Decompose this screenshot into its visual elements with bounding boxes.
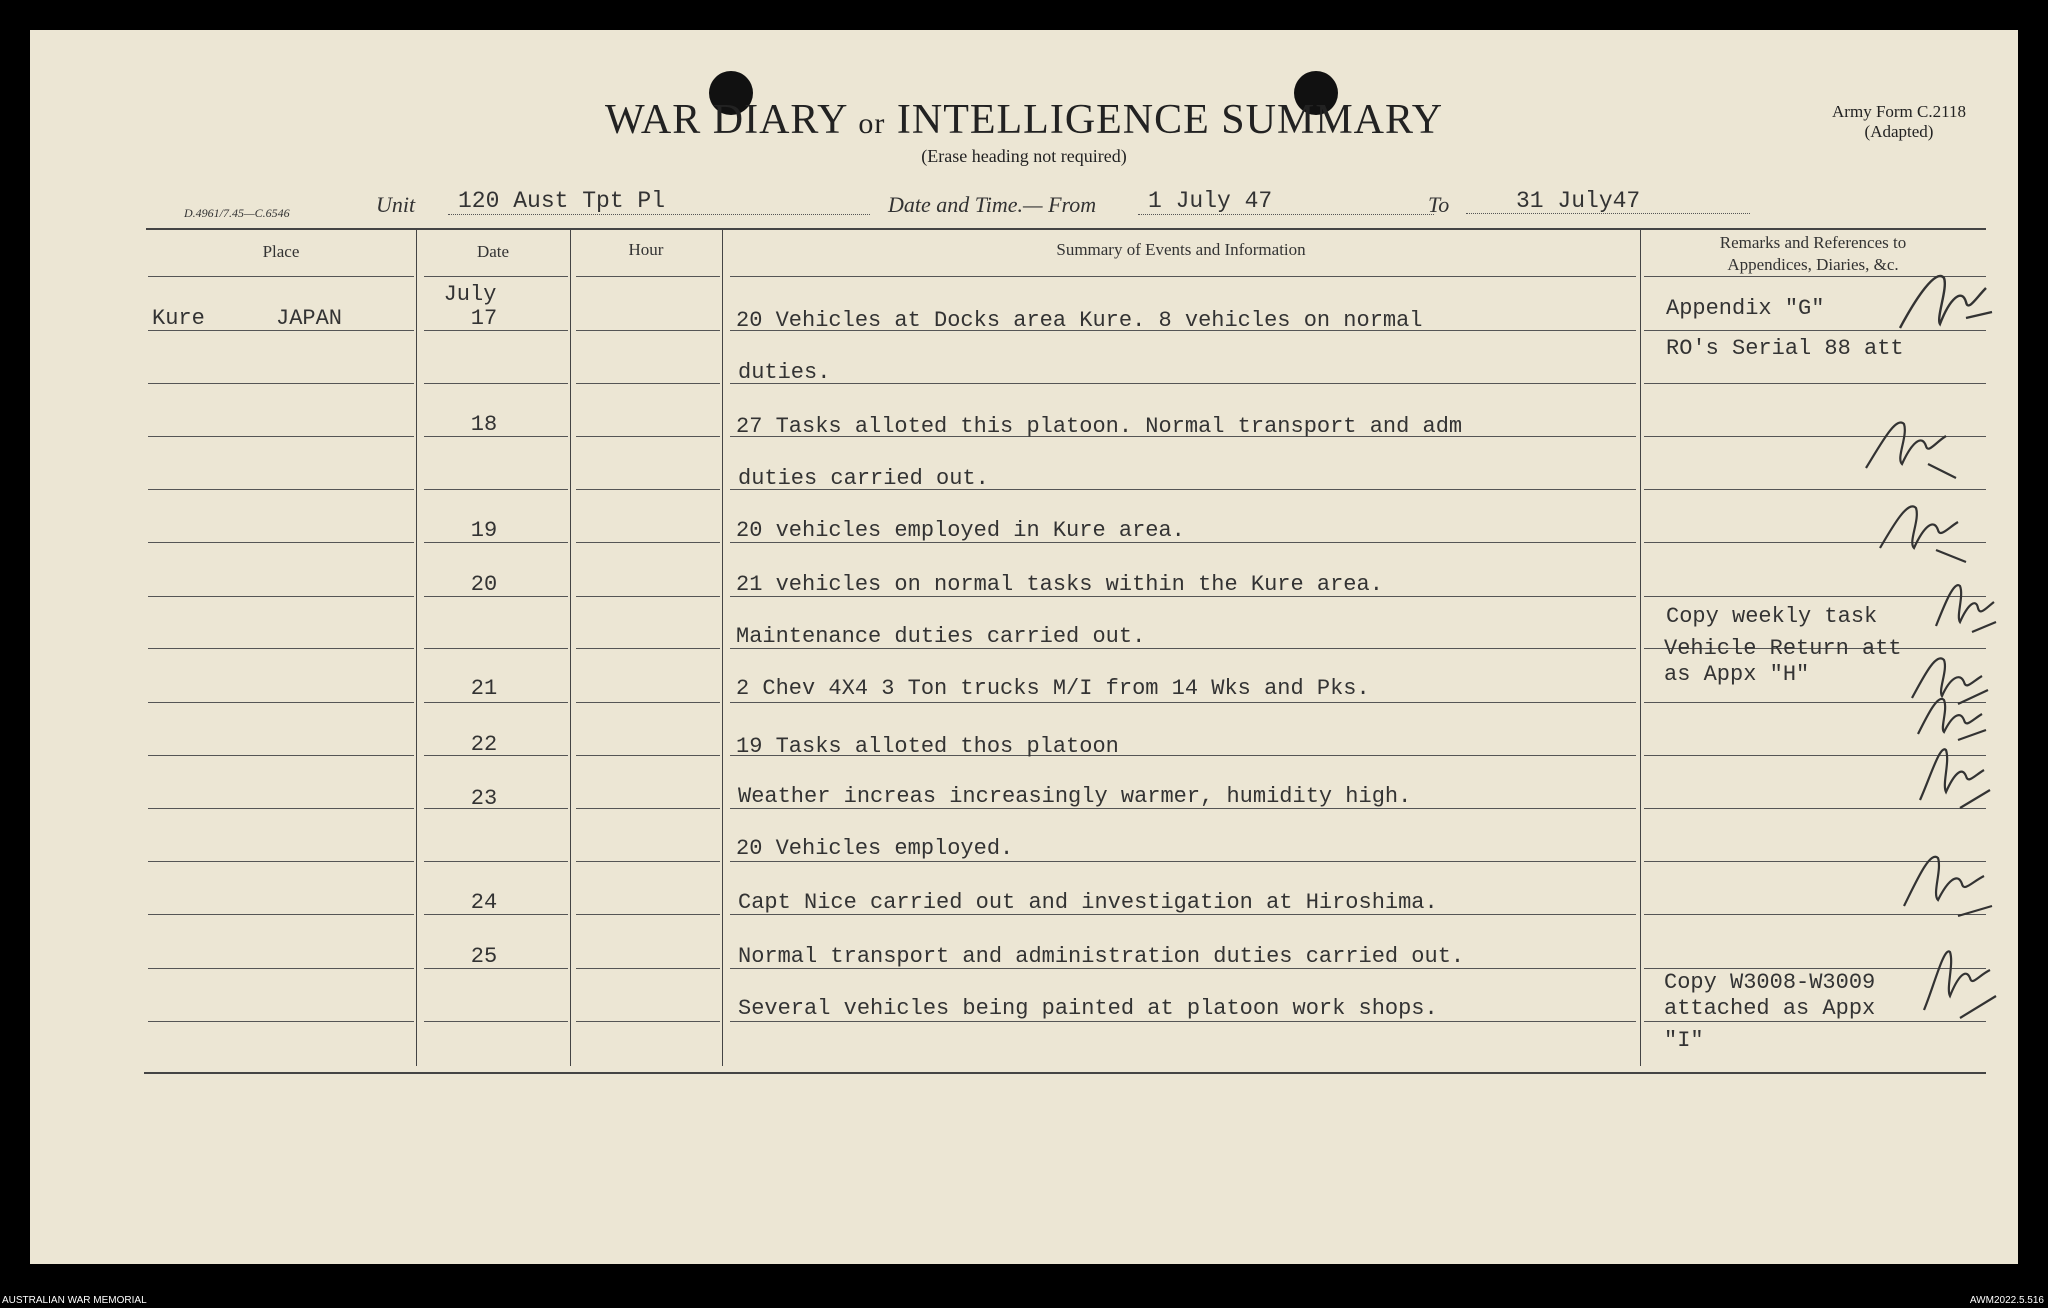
summary-line: 2 Chev 4X4 3 Ton trucks M/I from 14 Wks and Pks. [736,676,1370,701]
date-entry: 23 [470,786,498,811]
row-rule [148,276,414,277]
signature-initials [1920,926,2000,1026]
row-rule [424,489,568,490]
summary-line: duties carried out. [738,466,989,491]
to-label: To [1428,192,1450,217]
row-rule [576,702,720,703]
row-rule [148,755,414,756]
row-rule [730,861,1636,862]
summary-line: 20 Vehicles employed. [736,836,1014,861]
from-value: 1 July 47 [1138,188,1434,215]
row-rule [148,914,414,915]
remark-line: attached as Appx [1664,996,1876,1021]
summary-line: Weather increas increasingly warmer, humidity high. [738,784,1412,809]
signature-initials [1862,402,1962,482]
subtitle: (Erase heading not required) [921,146,1127,166]
summary-line: 21 vehicles on normal tasks within the Kure area. [736,572,1383,597]
summary-line: 20 vehicles employed in Kure area. [736,518,1185,543]
row-rule [148,702,414,703]
row-rule [148,489,414,490]
date-entry: 22 [470,732,498,757]
row-rule [424,648,568,649]
col-header-hour: Hour [628,240,664,259]
row-rule [148,542,414,543]
row-rule [424,383,568,384]
summary-line: Capt Nice carried out and investigation at Hiroshima. [738,890,1438,915]
table-top-rule [146,228,1986,230]
unit-label: Unit [376,192,416,217]
footer-archive: AUSTRALIAN WAR MEMORIAL [2,1295,147,1306]
col-header-summary: Summary of Events and Information [1056,240,1306,259]
remark-line: as Appx "H" [1664,662,1810,687]
form-adapted: (Adapted) [1864,122,1934,141]
print-reference: D.4961/7.45—C.6546 [184,206,290,220]
row-rule [576,436,720,437]
row-rule [576,276,720,277]
row-rule [730,383,1636,384]
date-entry: 20 [470,572,498,597]
col-header-place: Place [262,242,300,261]
remark-line: Copy W3008-W3009 [1664,970,1876,995]
row-rule [148,436,414,437]
row-rule [148,1021,414,1022]
date-entry: 24 [470,890,498,915]
signature-initials [1914,730,1994,820]
unit-value: 120 Aust Tpt Pl [448,188,870,215]
footer-accession: AWM2022.5.516 [1969,1295,2044,1306]
date-entry: 18 [470,412,498,437]
row-rule [576,648,720,649]
signature-initials [1876,488,1976,568]
row-rule [424,861,568,862]
row-rule [576,755,720,756]
row-rule [576,968,720,969]
summary-line: Normal transport and administration duties carried out. [738,944,1465,969]
place-country: JAPAN [276,306,343,331]
row-rule [576,330,720,331]
remark-line: Appendix "G" [1666,296,1825,321]
summary-line: duties. [738,360,831,385]
row-rule [148,861,414,862]
summary-line: 19 Tasks alloted thos platoon [736,734,1119,759]
date-entry: 21 [470,676,498,701]
summary-line: 27 Tasks alloted this platoon. Normal transport and adm [736,414,1463,439]
remark-line: RO's Serial 88 att [1666,336,1904,361]
row-rule [424,276,568,277]
signature-initials [1896,258,1996,338]
summary-line: 20 Vehicles at Docks area Kure. 8 vehicles on normal [736,308,1423,333]
row-rule [1644,383,1986,384]
row-rule [148,968,414,969]
row-rule [148,648,414,649]
remark-line: Copy weekly task [1666,604,1878,629]
row-rule [576,489,720,490]
page-title [0,96,2048,144]
row-rule [148,808,414,809]
date-entry: 17 [470,306,498,331]
remark-line: Vehicle Return att [1664,636,1902,661]
row-rule [424,1021,568,1022]
remarks-header-line2: Appendices, Diaries, &c. [1727,255,1899,274]
row-rule [576,808,720,809]
row-rule [730,276,1636,277]
column-divider [1640,230,1641,1066]
column-divider [722,230,723,1066]
row-rule [424,702,568,703]
column-divider [570,230,571,1066]
column-divider [416,230,417,1066]
row-rule [148,596,414,597]
row-rule [148,383,414,384]
row-rule [576,861,720,862]
title-right: INTELLIGENCE SUMMARY [896,97,1444,143]
date-entry: 25 [470,944,498,969]
title-or: or [858,107,886,140]
col-header-date: Date [476,242,510,261]
to-value: 31 July47 [1466,188,1750,214]
row-rule [576,542,720,543]
army-form-id [1832,102,1966,142]
summary-line: Several vehicles being painted at platoon work shops. [738,996,1438,1021]
row-rule [576,914,720,915]
month-label: July [443,282,497,307]
row-rule [576,596,720,597]
row-rule [730,702,1636,703]
date-entry: 19 [470,518,498,543]
row-rule [576,383,720,384]
place-town: Kure [152,306,205,331]
row-rule [576,1021,720,1022]
form-number: Army Form C.2118 [1832,102,1966,121]
summary-line: Maintenance duties carried out. [736,624,1146,649]
date-time-label: Date and Time.— From [888,192,1097,217]
title-left: WAR DIARY [604,97,847,143]
signature-initials [1898,836,1998,926]
remark-line: "I" [1664,1028,1704,1053]
table-bottom-rule [144,1072,1986,1074]
remarks-header-line1: Remarks and References to [1719,233,1907,252]
signature-initials [1932,572,2002,642]
row-rule [730,1021,1636,1022]
